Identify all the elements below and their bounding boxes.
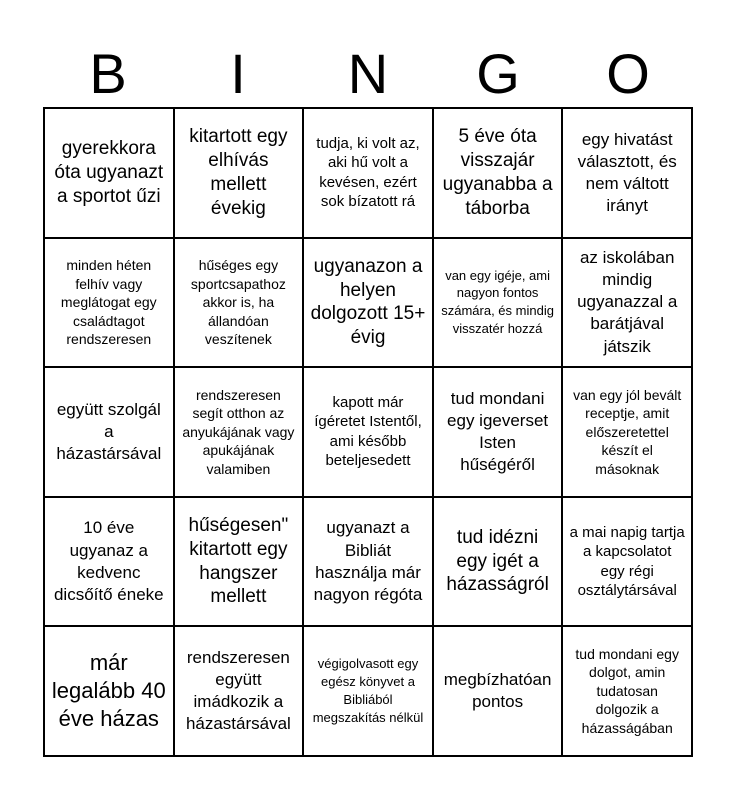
bingo-cell[interactable] <box>562 367 692 497</box>
header-letter-g: G <box>476 42 520 105</box>
cell-text: rendszeresen segít otthon az anyukájának vagy apukájának valamiben <box>182 386 295 477</box>
bingo-cell[interactable] <box>303 497 433 627</box>
bingo-cell[interactable] <box>433 108 563 238</box>
bingo-cell[interactable] <box>562 626 692 756</box>
cell-text: kapott már ígéretet Istentől, ami később beteljesedett <box>314 393 422 470</box>
bingo-cell[interactable] <box>562 238 692 368</box>
bingo-cell[interactable] <box>174 497 304 627</box>
bingo-cell[interactable] <box>303 367 433 497</box>
header-letter-n: N <box>347 42 389 105</box>
cell-text: 10 éve ugyanaz a kedvenc dicsőítő éneke <box>53 518 164 604</box>
bingo-board <box>43 107 693 757</box>
cell-text: ugyanazon a helyen dolgozott 15+ évig <box>310 255 426 349</box>
bingo-cell[interactable] <box>433 626 563 756</box>
cell-text: a mai napig tartja a kapcsolatot egy régi osztálytársával <box>569 523 685 600</box>
cell-text: kitartott egy elhívás mellett évekig <box>189 126 288 219</box>
cell-text: az iskolában mindig ugyanazzal a barátjával játszik <box>577 248 678 356</box>
header-letter-i: I <box>230 42 246 105</box>
bingo-cell[interactable] <box>303 626 433 756</box>
bingo-cell[interactable] <box>44 497 174 627</box>
bingo-cell[interactable] <box>303 108 433 238</box>
bingo-cell[interactable] <box>433 238 563 368</box>
cell-text: gyerekkora óta ugyanazt a sportot űzi <box>54 138 164 207</box>
bingo-cell[interactable] <box>174 238 304 368</box>
bingo-cell[interactable] <box>44 238 174 368</box>
bingo-cell[interactable] <box>174 626 304 756</box>
cell-text: van egy igéje, ami nagyon fontos számára, és mindig visszatér hozzá <box>441 267 554 337</box>
bingo-cell[interactable] <box>174 367 304 497</box>
bingo-cell[interactable] <box>44 626 174 756</box>
cell-text: minden héten felhív vagy meglátogat egy családtagot rendszeresen <box>60 257 157 348</box>
cell-text: együtt szolgál a házastársával <box>56 399 162 464</box>
cell-text: 5 éve óta visszajár ugyanabba a táborba <box>442 126 553 219</box>
bingo-cell[interactable] <box>44 108 174 238</box>
header-letter-o: O <box>606 42 650 105</box>
cell-text: egy hivatást választott, és nem váltott irányt <box>577 129 677 215</box>
cell-text: ugyanazt a Bibliát használja már nagyon régóta <box>313 518 423 604</box>
bingo-cell[interactable] <box>303 238 433 368</box>
cell-text: megbízhatóan pontos <box>443 670 552 712</box>
bingo-cell[interactable] <box>562 108 692 238</box>
cell-text: már legalább 40 éve házas <box>51 649 166 732</box>
cell-text: hűségesen" kitartott egy hangszer mellett <box>188 515 289 608</box>
bingo-cell[interactable] <box>562 497 692 627</box>
cell-text: tud mondani egy igeverset Isten hűségéről <box>447 388 549 475</box>
header-letter-b: B <box>89 42 127 105</box>
cell-text: hűséges egy sportcsapathoz akkor is, ha állandóan veszítenek <box>190 257 286 348</box>
cell-text: tudja, ki volt az, aki hű volt a kevésen, ezért sok bízatott rá <box>316 134 420 211</box>
cell-text: tud idézni egy igét a házasságról <box>446 526 549 596</box>
bingo-header <box>43 40 693 108</box>
bingo-cell[interactable] <box>174 108 304 238</box>
cell-text: rendszeresen együtt imádkozik a házastársával <box>185 648 291 734</box>
bingo-cell[interactable] <box>44 367 174 497</box>
cell-text: tud mondani egy dolgot, amin tudatosan dolgozik a házasságában <box>575 646 679 736</box>
cell-text: végigolvasott egy egész könyvet a Bibliából megszakítás nélkül <box>312 656 424 726</box>
bingo-cell[interactable] <box>433 367 563 497</box>
cell-text: van egy jól bevált receptje, amit előszeretettel készít el másoknak <box>573 386 682 477</box>
bingo-cell[interactable] <box>433 497 563 627</box>
